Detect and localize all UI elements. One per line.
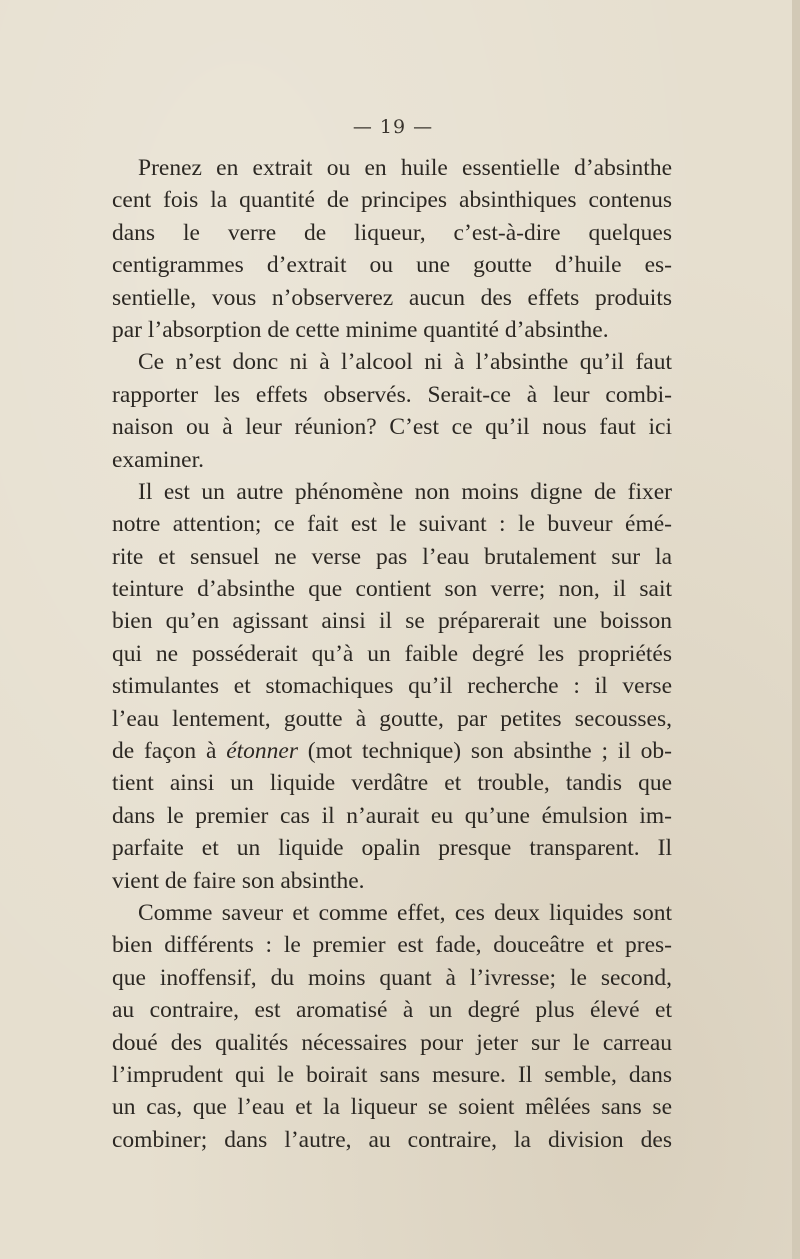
text-line: examiner. — [112, 446, 205, 473]
text-line: que inoffensif, du moins quant à l’ivresse; le second, — [112, 964, 672, 991]
text-line: par l’absorption de cette minime quantité d’absinthe. — [112, 316, 609, 343]
text-line: bien qu’en agissant ainsi il se préparerait une boisson — [112, 608, 672, 635]
page-edge — [792, 0, 800, 1259]
text-line: au contraire, est aromatisé à un degré plus élevé et — [112, 997, 672, 1024]
body-text — [112, 152, 672, 1156]
text-line: teinture d’absinthe que contient son verre; non, il sait — [112, 576, 672, 603]
text-line: dans le premier cas il n’aurait eu qu’une émulsion im- — [112, 802, 672, 829]
text-line: Ce n’est donc ni à l’alcool ni à l’absinthe qu’il faut — [138, 349, 672, 376]
text-line: l’eau lentement, goutte à goutte, par petites secousses, — [112, 705, 672, 732]
text-line: centigrammes d’extrait ou une goutte d’huile es- — [112, 252, 672, 279]
text-line: stimulantes et stomachiques qu’il recherche : il verse — [112, 673, 672, 700]
page-number: — 19 — — [352, 116, 434, 138]
text-line: parfaite et un liquide opalin presque transparent. Il — [112, 835, 672, 862]
text-line: dans le verre de liqueur, c’est-à-dire quelques — [112, 219, 672, 246]
text-line: l’imprudent qui le boirait sans mesure. Il semble, dans — [112, 1061, 672, 1088]
text-line: bien différents : le premier est fade, douceâtre et pres- — [112, 932, 672, 959]
text-line: cent fois la quantité de principes absinthiques contenus — [112, 187, 672, 214]
text-line: doué des qualités nécessaires pour jeter sur le carreau — [112, 1029, 672, 1056]
text-line: Il est un autre phénomène non moins digne de fixer — [138, 478, 672, 505]
text-line: Comme saveur et comme effet, ces deux liquides sont — [138, 899, 672, 926]
text-line: tient ainsi un liquide verdâtre et trouble, tandis que — [112, 770, 672, 797]
text-line: notre attention; ce fait est le suivant : le buveur émé- — [112, 511, 672, 538]
text-line: Prenez en extrait ou en huile essentielle d’absinthe — [138, 155, 672, 181]
text-segment: (mot technique) son absinthe ; il ob- — [297, 738, 672, 765]
text-segment: de façon à — [112, 738, 227, 765]
text-line: combiner; dans l’autre, au contraire, la division des — [112, 1126, 672, 1153]
text-line: vient de faire son absinthe. — [112, 867, 365, 894]
text-line: sentielle, vous n’observerez aucun des effets produits — [112, 284, 672, 311]
text-line: rite et sensuel ne verse pas l’eau brutalement sur la — [112, 543, 672, 570]
text-line: naison ou à leur réunion? C’est ce qu’il nous faut ici — [112, 414, 672, 441]
text-line: qui ne posséderait qu’à un faible degré les propriétés — [112, 640, 672, 667]
italic-term: étonner — [226, 738, 298, 765]
text-line: un cas, que l’eau et la liqueur se soient mêlées sans se — [112, 1094, 672, 1121]
text-line — [112, 735, 672, 767]
text-line: rapporter les effets observés. Serait-ce à leur combi- — [112, 381, 672, 408]
